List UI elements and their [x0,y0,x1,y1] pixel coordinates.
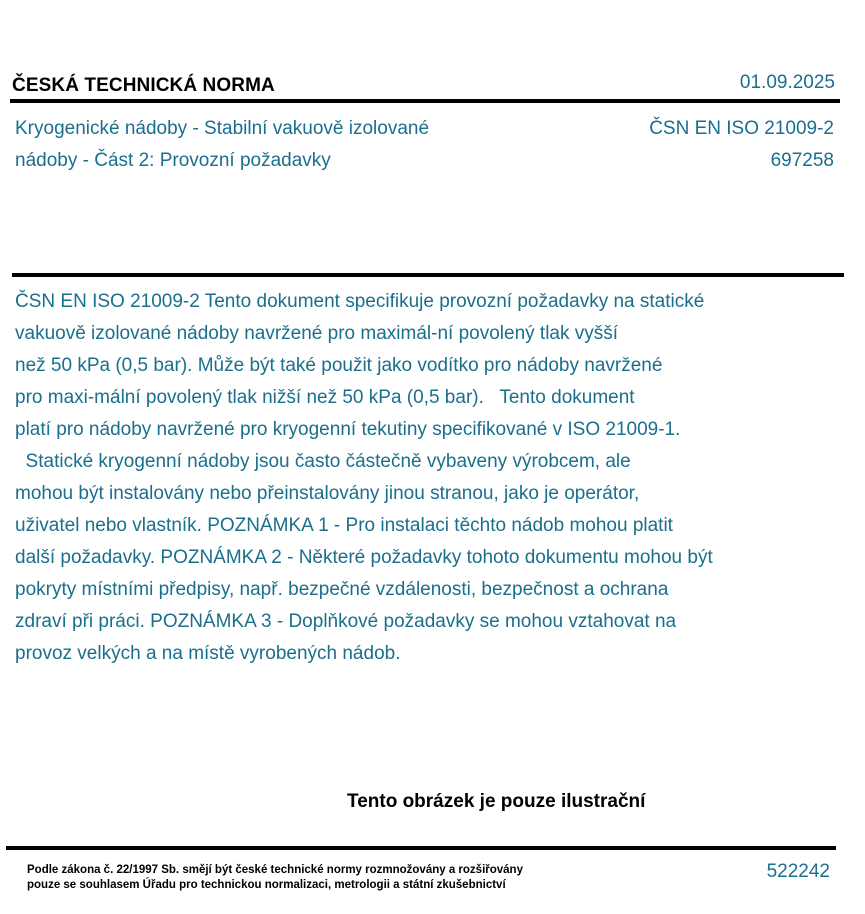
abstract-line: provoz velkých a na místě vyrobených nádob. [15,643,401,664]
legal-note-line: Podle zákona č. 22/1997 Sb. smějí být české technické normy rozmnožovány a rozšiřovány [27,864,523,876]
document-identifiers [649,113,834,177]
abstract-line: ČSN EN ISO 21009-2 Tento dokument specifikuje provozní požadavky na statické [15,291,705,312]
document-title-line: Kryogenické nádoby - Stabilní vakuově izolované [15,118,430,139]
abstract-line: pokryty místními předpisy, např. bezpečné vzdálenosti, bezpečnost a ochrana [15,579,669,600]
abstract-line: pro maxi-mální povolený tlak nižší než 50 kPa (0,5 bar). Tento dokument [15,387,635,408]
middle-divider [12,273,844,277]
abstract-text [15,286,815,670]
catalog-id: 697258 [770,150,834,171]
catalog-number: 522242 [766,861,830,882]
legal-note [27,863,523,893]
bottom-divider [6,846,836,850]
document-title [15,113,535,177]
abstract-line: platí pro nádoby navržené pro kryogenní tekutiny specifikované v ISO 21009-1. [15,419,681,440]
illustrative-note: Tento obrázek je pouze ilustrační [347,791,646,812]
legal-note-line: pouze se souhlasem Úřadu pro technickou normalizaci, metrologii a státní zkušebnictví [27,879,506,891]
document-title-line: nádoby - Část 2: Provozní požadavky [15,150,331,171]
abstract-line: uživatel nebo vlastník. POZNÁMKA 1 - Pro instalaci těchto nádob mohou platit [15,515,673,536]
abstract-line: mohou být instalovány nebo přeinstalovány jinou stranou, jako je operátor, [15,483,640,504]
abstract-line: Statické kryogenní nádoby jsou často částečně vybaveny výrobcem, ale [15,451,631,472]
abstract-line: zdraví při práci. POZNÁMKA 3 - Doplňkové požadavky se mohou vztahovat na [15,611,677,632]
abstract-line: vakuově izolované nádoby navržené pro maximál-ní povolený tlak vyšší [15,323,619,344]
norm-title: ČESKÁ TECHNICKÁ NORMA [12,75,275,96]
abstract-line: další požadavky. POZNÁMKA 2 - Některé požadavky tohoto dokumentu mohou být [15,547,713,568]
standard-code: ČSN EN ISO 21009-2 [649,118,834,139]
issue-date: 01.09.2025 [739,72,835,93]
top-divider [10,99,840,103]
abstract-line: než 50 kPa (0,5 bar). Může být také použit jako vodítko pro nádoby navržené [15,355,663,376]
